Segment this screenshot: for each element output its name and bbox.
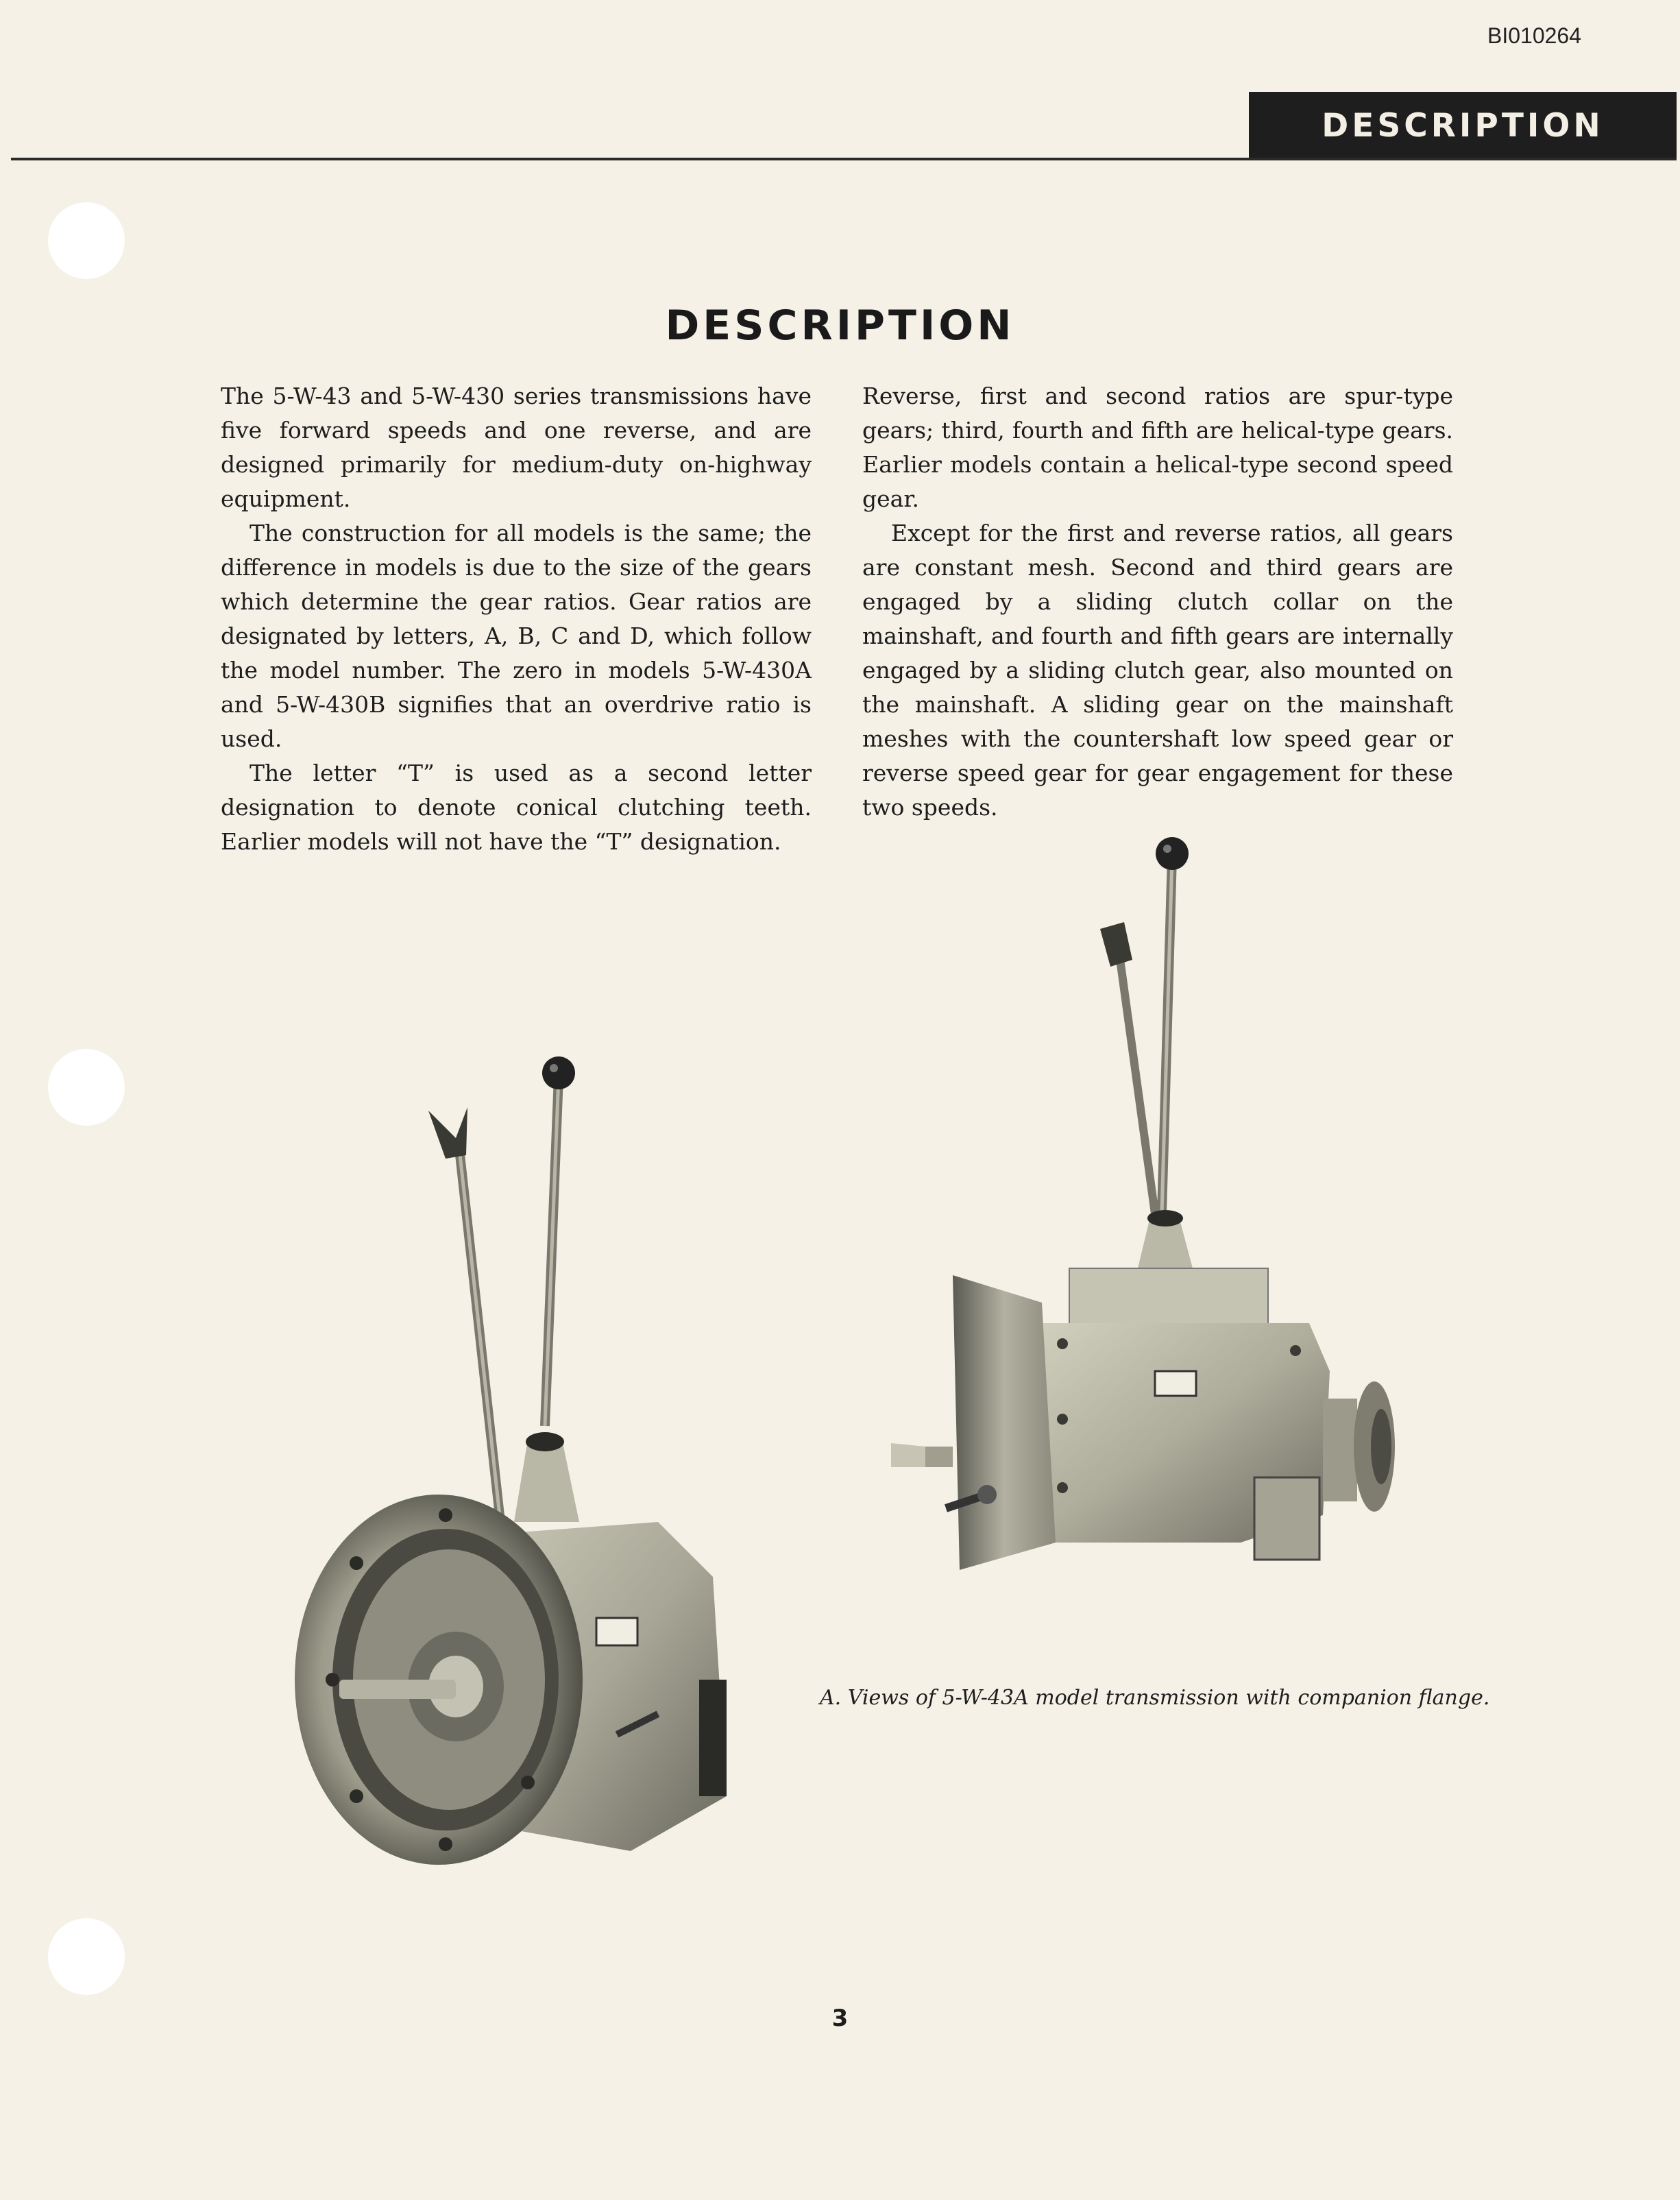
transmission-photo-front-view	[274, 1042, 768, 1878]
body-column-right	[862, 379, 1453, 825]
header-rule	[11, 158, 1677, 160]
punch-hole-top	[48, 202, 125, 279]
section-tab: DESCRIPTION	[1249, 92, 1677, 159]
paragraph: The 5-W-43 and 5-W-430 series transmissions have five forward speeds and one reverse, and are designed primarily for medium-duty on-highway equipment.	[221, 383, 812, 512]
paragraph: The letter “T” is used as a second letter designation to denote conical clutching teeth. Earlier models will not have the “T” designation.	[221, 760, 812, 855]
transmission-photo-side-view	[884, 830, 1419, 1652]
paragraph: Except for the first and reverse ratios, all gears are constant mesh. Second and third gears are engaged by a sliding clutch collar on the mainshaft, and fourth and fifth gears are internally engaged by a sliding clutch gear, also mounted on the mainshaft. A sliding gear on the mainshaft meshes with the countershaft low speed gear or reverse speed gear for gear engagement for these two speeds.	[862, 520, 1453, 821]
page-title: DESCRIPTION	[665, 302, 1015, 350]
punch-hole-bottom	[48, 1918, 125, 1995]
paragraph: The construction for all models is the same; the difference in models is due to the size of the gears which determine the gear ratios. Gear ratios are designated by letters, A, B, C and D, which follow the model number. The zero in models 5-W-430A and 5-W-430B signifies that an overdrive ratio is used.	[221, 520, 812, 752]
document-id: BI010264	[1487, 23, 1582, 48]
figure-caption: A. Views of 5-W-43A model transmission with companion flange.	[820, 1686, 1490, 1710]
paragraph: Reverse, first and second ratios are spur-type gears; third, fourth and fifth are helical-type gears. Earlier models contain a helical-type second speed gear.	[862, 383, 1453, 512]
body-column-left	[221, 379, 812, 859]
page-number: 3	[831, 2005, 849, 2032]
punch-hole-middle	[48, 1049, 125, 1126]
